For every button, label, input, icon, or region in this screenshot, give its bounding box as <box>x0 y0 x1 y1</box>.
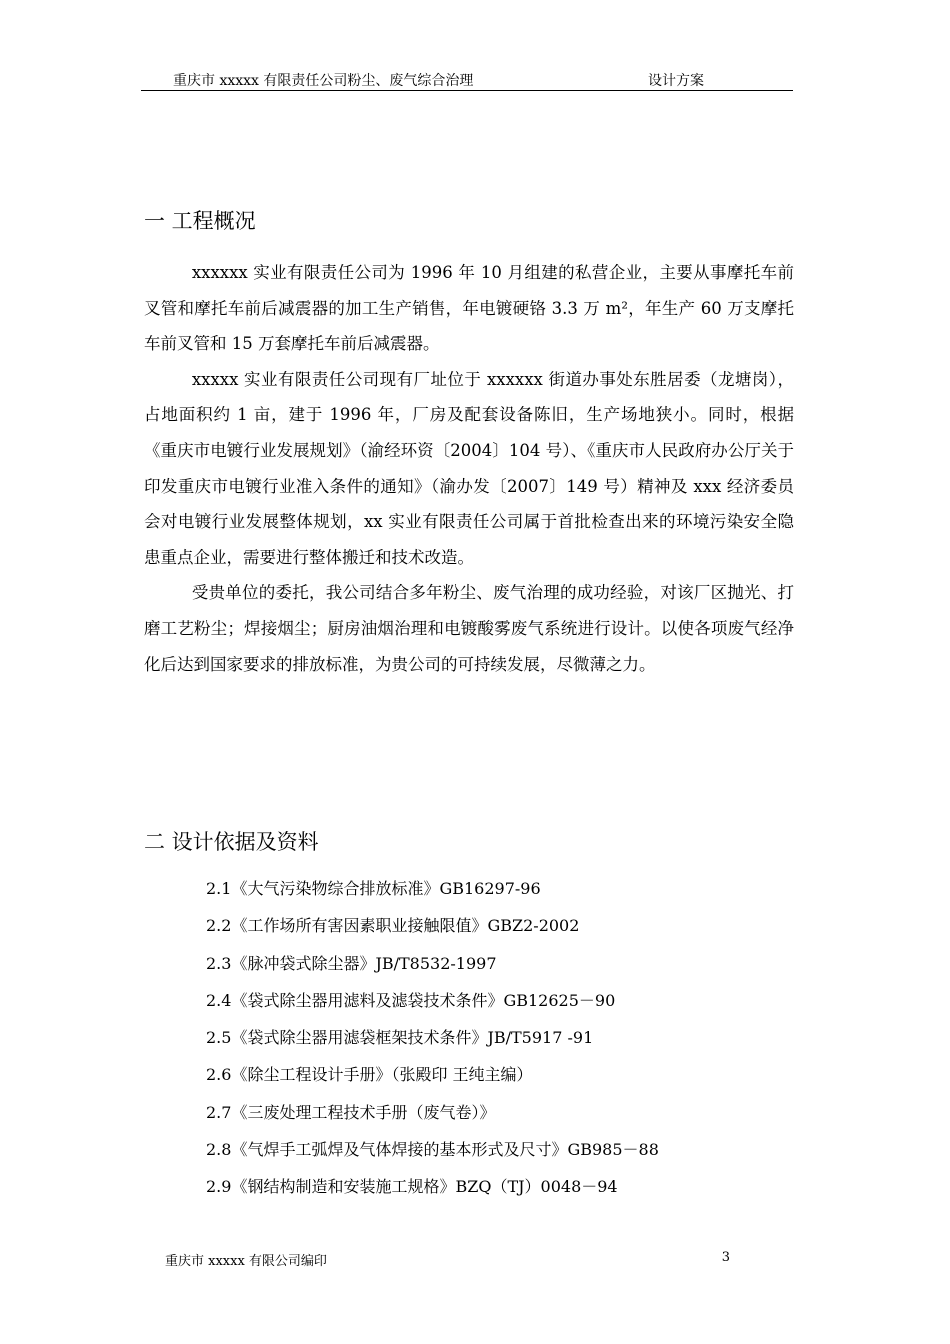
paragraph-2: xxxxx 实业有限责任公司现有厂址位于 xxxxxx 街道办事处东胜居委（龙塘岗），占地面积约 1 亩，建于 1996 年，厂房及配套设备陈旧，生产场地狭小。同时，根据《重庆市电镀行业发展规划》（渝经环资〔2004〕104 号）、《重庆市人民政府办公厅关于印发重庆市电镀行业准入条件的通知》（渝办发〔2007〕149 号）精神及 xxx 经济委员会对电镀行业发展整体规划，xx 实业有限责任公司属于首批检查出来的环境污染安全隐患重点企业，需要进行整体搬迁和技术改造。 <box>144 369 794 567</box>
reference-item: 2.5《袋式除尘器用滤袋框架技术条件》JB/T5917 -91 <box>206 1028 594 1048</box>
page-footer <box>165 1250 730 1269</box>
section-2-heading: 二 设计依据及资料 <box>144 830 319 854</box>
reference-item: 2.7《三废处理工程技术手册（废气卷）》 <box>206 1102 496 1122</box>
footer-publisher: 重庆市 xxxxx 有限公司编印 <box>165 1254 327 1269</box>
page-header <box>141 62 793 91</box>
header-doc-type: 设计方案 <box>648 73 704 89</box>
reference-item: 2.2《工作场所有害因素职业接触限值》GBZ2-2002 <box>206 916 580 936</box>
section-1-heading: 一 工程概况 <box>144 209 256 233</box>
header-title: 重庆市 xxxxx 有限责任公司粉尘、废气综合治理 <box>173 73 474 89</box>
paragraph-3: 受贵单位的委托，我公司结合多年粉尘、废气治理的成功经验，对该厂区抛光、打磨工艺粉尘；焊接烟尘；厨房油烟治理和电镀酸雾废气系统进行设计。以使各项废气经净化后达到国家要求的排放标准，为贵公司的可持续发展，尽微薄之力。 <box>144 583 794 674</box>
reference-list <box>206 870 659 1206</box>
section-1-body <box>144 255 794 682</box>
reference-item: 2.6《除尘工程设计手册》（张殿印 王纯主编） <box>206 1065 533 1085</box>
reference-item: 2.9《钢结构制造和安装施工规格》BZQ（TJ）0048－94 <box>206 1177 618 1197</box>
reference-item: 2.8《气焊手工弧焊及气体焊接的基本形式及尺寸》GB985－88 <box>206 1140 659 1160</box>
page-number: 3 <box>721 1250 730 1265</box>
paragraph-1: xxxxxx 实业有限责任公司为 1996 年 10 月组建的私营企业，主要从事摩托车前叉管和摩托车前后减震器的加工生产销售，年电镀硬铬 3.3 万 m²，年生产 60 万支摩托车前叉管和 15 万套摩托车前后减震器。 <box>144 263 794 354</box>
reference-item: 2.1《大气污染物综合排放标准》GB16297-96 <box>206 879 541 898</box>
reference-item: 2.4《袋式除尘器用滤料及滤袋技术条件》GB12625－90 <box>206 990 616 1010</box>
reference-item: 2.3《脉冲袋式除尘器》JB/T8532-1997 <box>206 953 497 973</box>
